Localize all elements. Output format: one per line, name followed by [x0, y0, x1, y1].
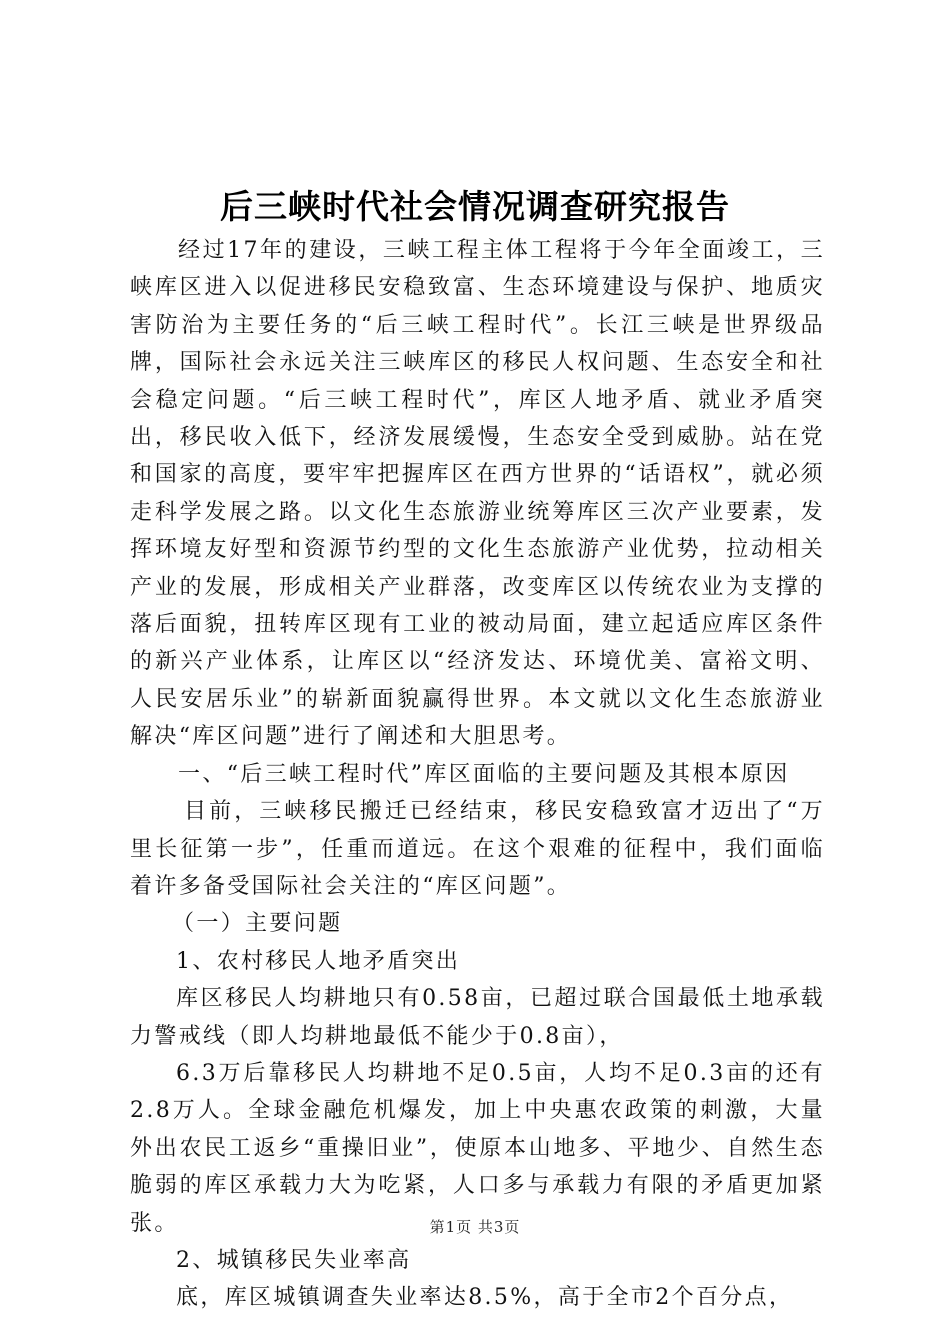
document-title: 后三峡时代社会情况调查研究报告 [220, 187, 730, 226]
paragraph-unemployment-rate: 底，库区城镇调查失业率达8.5%，高于全市2个百分点， [176, 1285, 794, 1311]
paragraph-backward-migrants: 6.3万后靠移民人均耕地不足0.5亩，人均不足0.3亩的还有2.8万人。全球金融危机爆发，加上中央惠农政策的刺激，大量外出农民工返乡“重操旧业”，使原本山地多、平地少、自然生态脆弱的库区承载力大为吃紧，人口多与承载力有限的矛盾更加紧张。 [130, 1060, 825, 1236]
item-heading-rural-land: 1、农村移民人地矛盾突出 [176, 948, 461, 974]
item-heading-urban-unemployment: 2、城镇移民失业率高 [176, 1247, 412, 1273]
section-heading-1: 一、“后三峡工程时代”库区面临的主要问题及其根本原因 [178, 761, 790, 787]
paragraph-intro: 经过17年的建设，三峡工程主体工程将于今年全面竣工，三峡库区进入以促进移民安稳致富、生态环境建设与保护、地质灾害防治为主要任务的“后三峡工程时代”。长江三峡是世界级品牌，国际社会永远关注三峡库区的移民人权问题、生态安全和社会稳定问题。“后三峡工程时代”，库区人地矛盾、就业矛盾突出，移民收入低下，经济发展缓慢，生态安全受到威胁。站在党和国家的高度，要牢牢把握库区在西方世界的“话语权”，就必须走科学发展之路。以文化生态旅游业统筹库区三次产业要素，发挥环境友好型和资源节约型的文化生态旅游产业优势，拉动相关产业的发展，形成相关产业群落，改变库区以传统农业为支撑的落后面貌，扭转库区现有工业的被动局面，建立起适应库区条件的新兴产业体系，让库区以“经济发达、环境优美、富裕文明、人民安居乐业”的崭新面貌赢得世界。本文就以文化生态旅游业解决“库区问题”进行了阐述和大胆思考。 [130, 238, 825, 750]
document-body [130, 232, 825, 1317]
page-number-footer: 第1页 共3页 [429, 1218, 521, 1236]
subsection-heading-main-problems: （一）主要问题 [172, 911, 343, 937]
paragraph-farmland-per-capita: 库区移民人均耕地只有0.58亩，已超过联合国最低土地承载力警戒线（即人均耕地最低不能少于0.8亩）， [130, 986, 825, 1049]
paragraph-current-status: 目前，三峡移民搬迁已经结束，移民安稳致富才迈出了“万里长征第一步”，任重而道远。在这个艰难的征程中，我们面临着许多备受国际社会关注的“库区问题”。 [130, 799, 825, 899]
